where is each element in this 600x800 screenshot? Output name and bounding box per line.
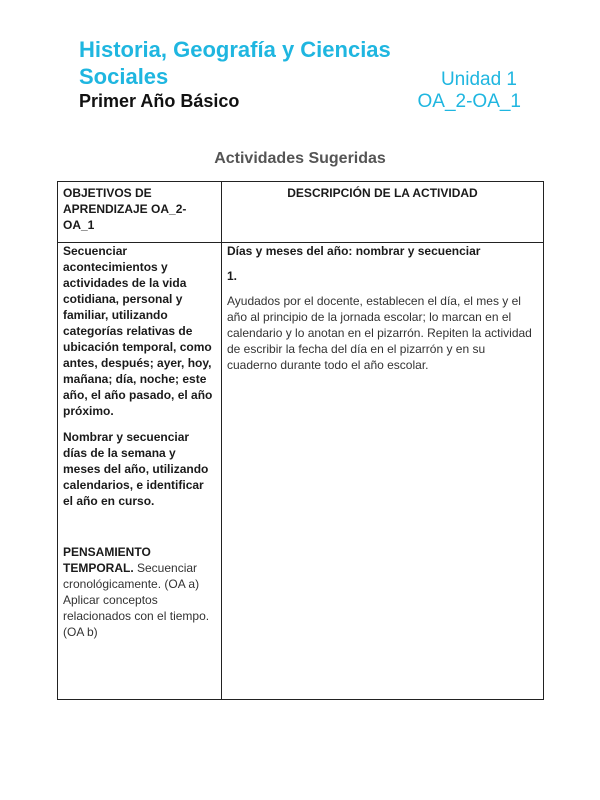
skill-block [63, 544, 216, 640]
objective-2: Nombrar y secuenciar días de la semana y meses del año, utilizando calendarios, e identificar el año en curso. [63, 430, 209, 508]
unit-label: Unidad 1 [440, 69, 517, 90]
page-header [0, 0, 600, 150]
table-header-row [58, 182, 544, 243]
activity-description: Ayudados por el docente, establecen el día, el mes y el año al principio de la jornada escolar; lo marcan en el calendario y lo anotan en el pizarrón. Repiten la actividad de escribir la fecha del día en el pizarrón y en su cuaderno durante todo el año escolar. [227, 294, 532, 372]
activity-cell [222, 243, 544, 700]
skill-text: Secuenciar cronológicamente. (OA a) Aplicar conceptos relacionados con el tiempo. (OA b) [63, 561, 210, 639]
skill-title: PENSAMIENTO TEMPORAL. [63, 545, 151, 575]
activity-number: 1. [227, 269, 238, 283]
objective-1: Secuenciar acontecimientos y actividades de la vida cotidiana, personal y familiar, utilizando categorías relativas de ubicación temporal, como antes, después; ayer, hoy, mañana; día, noche; este año, el año pasado, el año próximo. [63, 244, 213, 418]
activity-table [57, 181, 544, 700]
objectives-header: OBJETIVOS DE APRENDIZAJE OA_2-OA_1 [58, 182, 222, 243]
oa-code-label: OA_2-OA_1 [417, 91, 521, 112]
table-row [58, 243, 544, 700]
grade-label: Primer Año Básico [79, 91, 240, 111]
activity-title: Días y meses del año: nombrar y secuenciar [227, 244, 481, 258]
objectives-cell [58, 243, 222, 700]
subject-title-line1: Historia, Geografía y Ciencias [79, 37, 391, 62]
subject-title-line2: Sociales [79, 64, 169, 89]
section-title: Actividades Sugeridas [214, 150, 386, 167]
description-header: DESCRIPCIÓN DE LA ACTIVIDAD [222, 182, 544, 243]
